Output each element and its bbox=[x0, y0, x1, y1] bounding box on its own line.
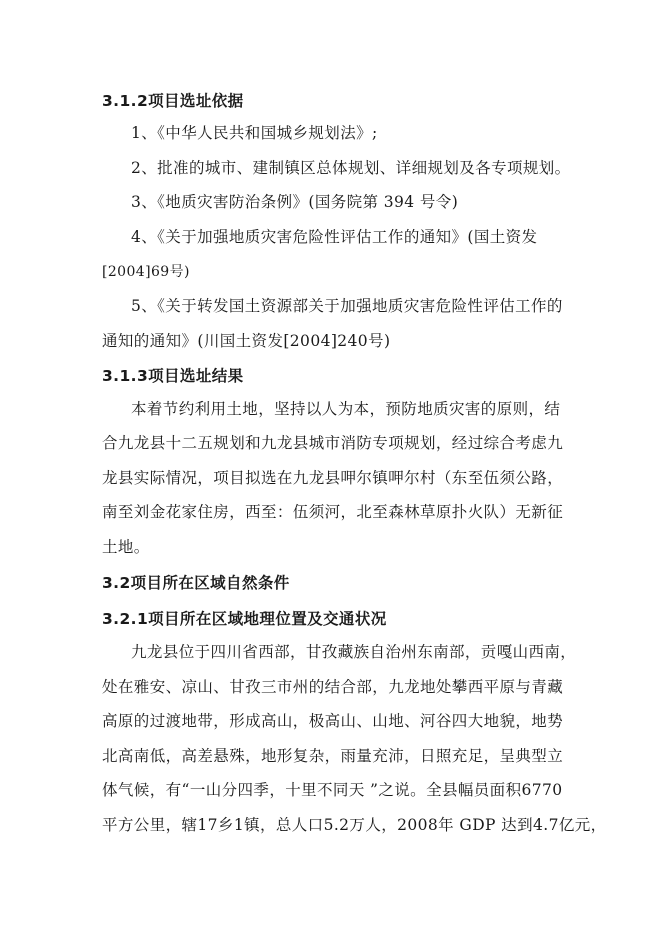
basis-item-4-cont: [2004]69号) bbox=[102, 264, 190, 280]
basis-item-4: 4、《关于加强地质灾害危险性评估工作的通知》(国土资发 bbox=[131, 228, 538, 246]
location-line-4: 北高南低，高差悬殊，地形复杂，雨量充沛，日照充足，呈典型立 bbox=[102, 747, 564, 765]
location-line-6: 平方公里，辖17乡1镇，总人口5.2万人，2008年 GDP 达到4.7亿元， bbox=[102, 816, 607, 834]
basis-item-5-cont: 通知的通知》(川国土资发[2004]240号) bbox=[102, 332, 391, 350]
result-line-4: 南至刘金花家住房，西至：伍须河，北至森林草原扑火队）无新征 bbox=[102, 503, 564, 521]
basis-item-1: 1、《中华人民共和国城乡规划法》; bbox=[131, 124, 378, 142]
result-line-1: 本着节约利用土地，坚持以人为本，预防地质灾害的原则，结 bbox=[131, 400, 561, 418]
result-line-3: 龙县实际情况，项目拟选在九龙县呷尔镇呷尔村（东至伍须公路， bbox=[102, 469, 564, 487]
heading-3-2-1: 3.2.1项目所在区域地理位置及交通状况 bbox=[102, 610, 387, 628]
basis-item-3: 3、《地质灾害防治条例》(国务院第 394 号令) bbox=[131, 193, 459, 211]
heading-3-1-2: 3.1.2项目选址依据 bbox=[102, 92, 244, 110]
heading-3-2: 3.2项目所在区域自然条件 bbox=[102, 574, 290, 592]
result-line-5: 土地。 bbox=[102, 538, 150, 556]
location-line-1: 九龙县位于四川省西部，甘孜藏族自治州东南部，贡嘎山西南， bbox=[131, 643, 577, 661]
location-line-2: 处在雅安、凉山、甘孜三市州的结合部，九龙地处攀西平原与青藏 bbox=[102, 678, 564, 696]
basis-item-2: 2、批准的城市、建制镇区总体规划、详细规划及各专项规划。 bbox=[131, 159, 571, 177]
location-line-3: 高原的过渡地带，形成高山，极高山、山地、河谷四大地貌，地势 bbox=[102, 712, 564, 730]
location-line-5: 体气候，有“一山分四季，十里不同天 ”之说。全县幅员面积6770 bbox=[102, 781, 563, 799]
result-line-2: 合九龙县十二五规划和九龙县城市消防专项规划，经过综合考虑九 bbox=[102, 434, 564, 452]
heading-3-1-3: 3.1.3项目选址结果 bbox=[102, 367, 244, 385]
basis-item-5: 5、《关于转发国土资源部关于加强地质灾害危险性评估工作的 bbox=[131, 297, 563, 315]
